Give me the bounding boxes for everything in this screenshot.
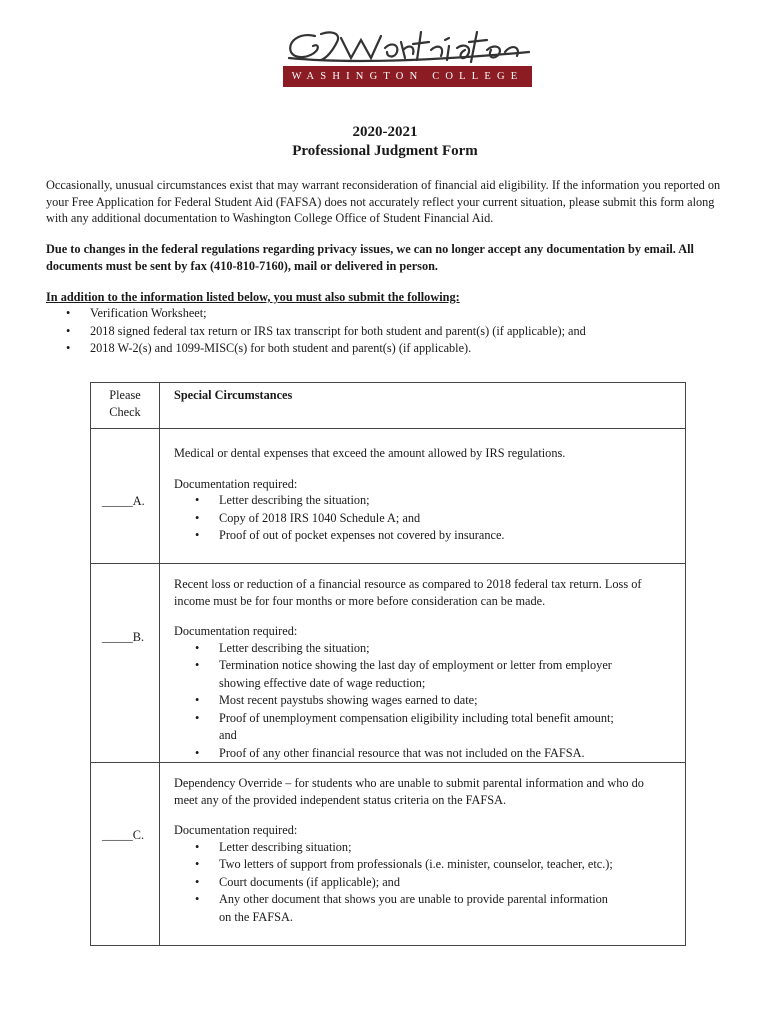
check-cell-a[interactable] xyxy=(91,429,160,564)
requirements-heading: In addition to the information listed below, you must also submit the following: xyxy=(46,290,460,304)
intro-paragraph: Occasionally, unusual circumstances exist that may warrant reconsideration of financial aid eligibility. If the information you reported on your Free Application for Federal Student Aid (FAFSA) does not accurately reflect your current situation, please submit this form along with any additional documentation to Washington College Office of Student Financial Aid. xyxy=(46,178,721,225)
check-cell-b[interactable] xyxy=(91,564,160,763)
circumstance-a xyxy=(160,429,686,564)
requirements-list xyxy=(66,305,586,358)
college-logo xyxy=(281,28,533,90)
table-row xyxy=(91,763,686,946)
table-row xyxy=(91,429,686,564)
list-item: • Court documents (if applicable); and xyxy=(174,874,617,892)
form-year: 2020-2021 xyxy=(352,124,418,140)
list-item: • Letter describing situation; xyxy=(174,839,617,857)
list-item: • Proof of any other financial resource that was not included on the FAFSA. xyxy=(174,745,631,763)
list-item: • Two letters of support from professionals (i.e. minister, counselor, teacher, etc.); xyxy=(174,856,617,874)
list-item: • Proof of unemployment compensation eligibility including total benefit amount; and xyxy=(174,710,631,745)
documentation-label: Documentation required: xyxy=(174,624,298,638)
circumstance-c xyxy=(160,763,686,946)
list-item: • 2018 W-2(s) and 1099-MISC(s) for both student and parent(s) (if applicable). xyxy=(66,340,586,358)
college-name-band: WASHINGTON COLLEGE xyxy=(283,66,532,87)
list-item: • Most recent paystubs showing wages earned to date; xyxy=(174,692,631,710)
circumstance-b xyxy=(160,564,686,763)
circumstances-column-header: Special Circumstances xyxy=(160,383,686,429)
list-item: • Any other document that shows you are unable to provide parental information on the FAFSA. xyxy=(174,891,617,926)
privacy-notice: Due to changes in the federal regulations regarding privacy issues, we can no longer accept any documentation by email. All documents must be sent by fax (410-810-7160), mail or delivered in person. xyxy=(46,242,694,273)
documentation-label: Documentation required: xyxy=(174,823,298,837)
check-mark-a[interactable]: _____A. xyxy=(102,494,145,508)
documentation-list xyxy=(174,492,671,545)
list-item: • Letter describing the situation; xyxy=(174,492,671,510)
list-item: • Copy of 2018 IRS 1040 Schedule A; and xyxy=(174,510,671,528)
list-item: • Termination notice showing the last day of employment or letter from employer showing effective date of wage reduction; xyxy=(174,657,631,692)
documentation-label: Documentation required: xyxy=(174,476,298,491)
check-cell-c[interactable] xyxy=(91,763,160,946)
table-row xyxy=(91,564,686,763)
form-title: Professional Judgment Form xyxy=(292,143,478,159)
signature-logo-icon xyxy=(281,28,533,68)
check-column-header: Please Check xyxy=(91,383,160,429)
documentation-list xyxy=(174,839,645,927)
circumstance-a-description: Medical or dental expenses that exceed the amount allowed by IRS regulations. xyxy=(174,446,566,460)
circumstance-c-description: Dependency Override – for students who are unable to submit parental information and who do meet any of the provided independent status criteria on the FAFSA. xyxy=(174,776,644,807)
check-mark-b[interactable]: _____B. xyxy=(102,630,145,644)
list-item: • 2018 signed federal tax return or IRS tax transcript for both student and parent(s) (if applicable); and xyxy=(66,323,586,341)
circumstance-b-description: Recent loss or reduction of a financial resource as compared to 2018 federal tax return. Loss of income must be for four months or more before consideration can be made. xyxy=(174,577,642,608)
special-circumstances-table xyxy=(90,382,686,946)
list-item: • Proof of out of pocket expenses not covered by insurance. xyxy=(174,527,671,545)
documentation-list xyxy=(174,640,671,763)
check-mark-c[interactable]: _____C. xyxy=(102,828,145,842)
list-item: • Verification Worksheet; xyxy=(66,305,586,323)
list-item: • Letter describing the situation; xyxy=(174,640,631,658)
